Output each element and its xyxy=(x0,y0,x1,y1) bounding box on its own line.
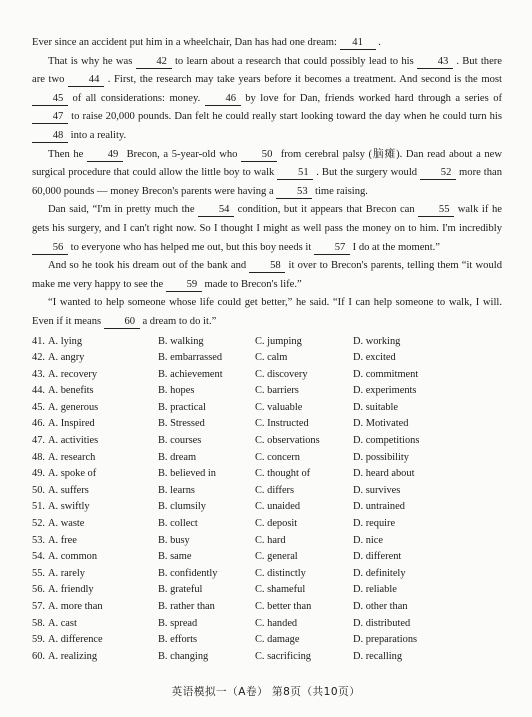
option-d: D. recalling xyxy=(353,650,403,662)
option-b: B. courses xyxy=(158,435,202,447)
option-a: A. spoke of xyxy=(48,468,97,480)
option-c: C. damage xyxy=(255,634,300,646)
option-d: D. untrained xyxy=(353,501,405,513)
question-number: 57. xyxy=(32,601,45,612)
blank-52: 52 xyxy=(420,167,456,180)
option-a: A. swiftly xyxy=(48,501,90,513)
passage-paragraph xyxy=(32,146,502,202)
option-c: C. barriers xyxy=(255,385,299,397)
question-row xyxy=(32,483,502,500)
question-row xyxy=(32,582,502,599)
option-b: B. embarrassed xyxy=(158,352,223,364)
passage-text: Brecon, a 5-year-old who xyxy=(126,148,238,160)
question-row xyxy=(32,632,502,649)
question-row xyxy=(32,466,502,483)
option-a: A. lying xyxy=(48,335,83,347)
passage-text: . But there are two xyxy=(32,55,503,86)
option-b: B. dream xyxy=(158,451,197,463)
option-d: D. commitment xyxy=(353,368,419,380)
question-number: 53. xyxy=(32,534,45,546)
blank-55: 55 xyxy=(418,204,454,217)
passage-paragraph xyxy=(32,257,502,294)
question-row xyxy=(32,450,502,467)
blank-57: 57 xyxy=(314,242,350,255)
question-row xyxy=(32,334,502,351)
question-number: 46. xyxy=(32,418,45,430)
passage-text: from cerebral palsy (脑瘫). Dan read about a new surgical procedure that could allow the little boy to walk xyxy=(32,148,503,179)
passage-text: Dan said, “I'm in pretty much the xyxy=(48,204,195,216)
option-a: A. suffers xyxy=(48,484,89,496)
option-d: D. suitable xyxy=(353,401,399,413)
option-d: D. other than xyxy=(353,601,408,612)
option-c: C. calm xyxy=(255,352,288,364)
option-d: D. experiments xyxy=(353,385,417,397)
option-a: A. cast xyxy=(48,617,77,629)
question-number: 54. xyxy=(32,551,45,563)
option-a: A. activities xyxy=(48,435,99,447)
option-d: D. definitely xyxy=(353,567,406,579)
option-b: B. grateful xyxy=(158,584,203,596)
question-number: 47. xyxy=(32,435,45,447)
option-c: C. concern xyxy=(255,451,301,463)
question-number: 60. xyxy=(32,650,45,662)
answer-options xyxy=(32,334,502,666)
option-c: C. general xyxy=(255,551,298,563)
passage-text: time raising. xyxy=(315,185,368,197)
option-b: B. efforts xyxy=(158,634,198,646)
blank-41: 41 xyxy=(340,37,376,50)
option-c: C. handed xyxy=(255,617,298,629)
blank-59: 59 xyxy=(166,279,202,292)
option-d: D. working xyxy=(353,335,401,347)
passage-text: made to Brecon's life.” xyxy=(204,278,302,290)
blank-44: 44 xyxy=(68,74,104,87)
blank-51: 51 xyxy=(277,167,313,180)
question-row xyxy=(32,383,502,400)
option-c: C. better than xyxy=(255,601,312,612)
passage-text: condition, but it appears that Brecon can xyxy=(237,204,415,216)
option-b: B. busy xyxy=(158,534,190,546)
question-number: 41. xyxy=(32,335,45,347)
option-d: D. preparations xyxy=(353,634,418,646)
option-d: D. different xyxy=(353,551,402,563)
option-c: C. hard xyxy=(255,534,286,546)
option-d: D. Motivated xyxy=(353,418,409,430)
option-b: B. same xyxy=(158,551,192,563)
question-row xyxy=(32,433,502,450)
option-a: A. friendly xyxy=(48,584,94,596)
passage-text: more than 60,000 pounds — money Brecon's parents were having a xyxy=(32,167,502,197)
option-d: D. distributed xyxy=(353,617,411,629)
question-number: 50. xyxy=(32,484,45,496)
question-number: 55. xyxy=(32,567,45,579)
question-row xyxy=(32,599,502,616)
passage-text: Then he xyxy=(48,148,84,160)
passage-paragraph xyxy=(32,34,502,53)
question-number: 52. xyxy=(32,518,45,530)
passage-text: it over to Brecon's parents, telling them “it would make me very happy to see the xyxy=(32,260,502,290)
option-c: C. thought of xyxy=(255,468,311,480)
blank-58: 58 xyxy=(249,260,285,273)
passage-text: a dream to do it.” xyxy=(142,315,217,327)
question-number: 59. xyxy=(32,634,45,646)
question-row xyxy=(32,350,502,367)
option-c: C. differs xyxy=(255,484,295,496)
option-c: C. discovery xyxy=(255,368,308,380)
option-a: A. common xyxy=(48,551,98,563)
blank-53: 53 xyxy=(276,186,312,199)
option-a: A. benefits xyxy=(48,385,94,397)
question-number: 42. xyxy=(32,352,45,364)
option-c: C. shameful xyxy=(255,584,306,596)
passage-paragraph xyxy=(32,53,502,146)
option-b: B. learns xyxy=(158,484,195,496)
question-number: 43. xyxy=(32,368,45,380)
blank-56: 56 xyxy=(32,242,68,255)
question-row xyxy=(32,533,502,550)
question-number: 48. xyxy=(32,451,45,463)
passage-text: by love for Dan, friends worked hard through a series of xyxy=(245,92,503,104)
blank-60: 60 xyxy=(104,316,140,329)
passage-text: Ever since an accident put him in a wheelchair, Dan has had one dream: xyxy=(32,37,337,48)
passage-text: walk if he gets his surgery, and I can't right now. So I thought I might as well pass the money on to him. I'm incredibly xyxy=(32,204,502,234)
option-c: C. valuable xyxy=(255,401,303,413)
page-footer: 英语模拟一（A卷） 第8页（共10页） xyxy=(171,686,361,698)
blank-47: 47 xyxy=(32,111,68,124)
blank-45: 45 xyxy=(32,93,68,106)
passage-text: “I wanted to help someone whose life could get better,” he said. “If I can help someone to walk, I will. Even if it means xyxy=(32,297,502,327)
option-b: B. collect xyxy=(158,518,198,530)
option-d: D. survives xyxy=(353,484,401,496)
option-b: B. hopes xyxy=(158,385,195,397)
passage-text: And so he took his dream out of the bank and xyxy=(48,260,247,272)
question-number: 56. xyxy=(32,584,45,596)
question-number: 58. xyxy=(32,617,45,629)
passage-text: into a reality. xyxy=(70,129,127,141)
option-a: A. angry xyxy=(48,352,85,364)
passage-paragraph xyxy=(32,294,502,331)
blank-46: 46 xyxy=(205,93,241,106)
option-b: B. walking xyxy=(158,335,204,347)
question-row xyxy=(32,549,502,566)
option-c: C. jumping xyxy=(255,335,302,347)
question-row xyxy=(32,499,502,516)
option-b: B. practical xyxy=(158,401,206,413)
question-row xyxy=(32,616,502,633)
passage-text: to learn about a research that could possibly lead to his xyxy=(174,55,414,67)
passage-text: to raise 20,000 pounds. Dan felt he could really start looking toward the day when he could turn his xyxy=(71,111,502,123)
option-d: D. excited xyxy=(353,352,396,364)
question-row xyxy=(32,367,502,384)
option-a: A. difference xyxy=(48,634,103,646)
question-row xyxy=(32,416,502,433)
option-b: B. changing xyxy=(158,650,209,662)
passage-text: I do at the moment.” xyxy=(352,241,441,253)
option-c: C. Instructed xyxy=(255,418,309,430)
option-a: A. recovery xyxy=(48,368,98,380)
option-a: A. free xyxy=(48,534,77,546)
option-d: D. competitions xyxy=(353,435,420,447)
option-c: C. unaided xyxy=(255,501,301,513)
option-a: A. research xyxy=(48,451,96,463)
option-a: A. realizing xyxy=(48,650,98,662)
option-a: A. more than xyxy=(48,601,103,612)
option-b: B. confidently xyxy=(158,567,218,579)
blank-48: 48 xyxy=(32,130,68,143)
option-b: B. Stressed xyxy=(158,418,205,430)
option-d: D. reliable xyxy=(353,584,397,596)
option-b: B. achievement xyxy=(158,368,223,380)
passage-paragraph xyxy=(32,201,502,257)
option-b: B. spread xyxy=(158,617,198,629)
option-a: A. generous xyxy=(48,401,99,413)
option-d: D. possibility xyxy=(353,451,410,463)
cloze-passage xyxy=(32,34,502,332)
option-b: B. clumsily xyxy=(158,501,206,513)
question-number: 51. xyxy=(32,501,45,513)
question-number: 49. xyxy=(32,468,45,480)
option-c: C. distinctly xyxy=(255,567,306,579)
option-a: A. rarely xyxy=(48,567,85,579)
option-c: C. deposit xyxy=(255,518,298,530)
passage-text: to everyone who has helped me out, but this boy needs it xyxy=(70,241,312,253)
blank-54: 54 xyxy=(198,204,234,217)
blank-42: 42 xyxy=(136,56,172,69)
question-row xyxy=(32,516,502,533)
option-d: D. heard about xyxy=(353,468,415,480)
blank-49: 49 xyxy=(87,149,123,162)
passage-text: That is why he was xyxy=(48,55,133,67)
question-number: 44. xyxy=(32,385,45,397)
passage-text: . First, the research may take years before it becomes a treatment. And second is the most xyxy=(107,74,502,86)
option-c: C. observations xyxy=(255,435,320,447)
blank-43: 43 xyxy=(417,56,453,69)
question-row xyxy=(32,649,502,666)
option-a: A. waste xyxy=(48,518,85,530)
option-c: C. sacrificing xyxy=(255,650,311,662)
question-row xyxy=(32,400,502,417)
option-b: B. rather than xyxy=(158,601,215,612)
option-a: A. Inspired xyxy=(48,418,95,430)
question-row xyxy=(32,566,502,583)
question-number: 45. xyxy=(32,401,45,413)
option-d: D. nice xyxy=(353,534,384,546)
passage-text: . xyxy=(378,37,381,48)
option-b: B. believed in xyxy=(158,468,217,480)
passage-text: of all considerations: money. xyxy=(72,92,201,104)
passage-text: . But the surgery would xyxy=(316,167,418,179)
blank-50: 50 xyxy=(241,149,277,162)
option-d: D. require xyxy=(353,518,396,530)
